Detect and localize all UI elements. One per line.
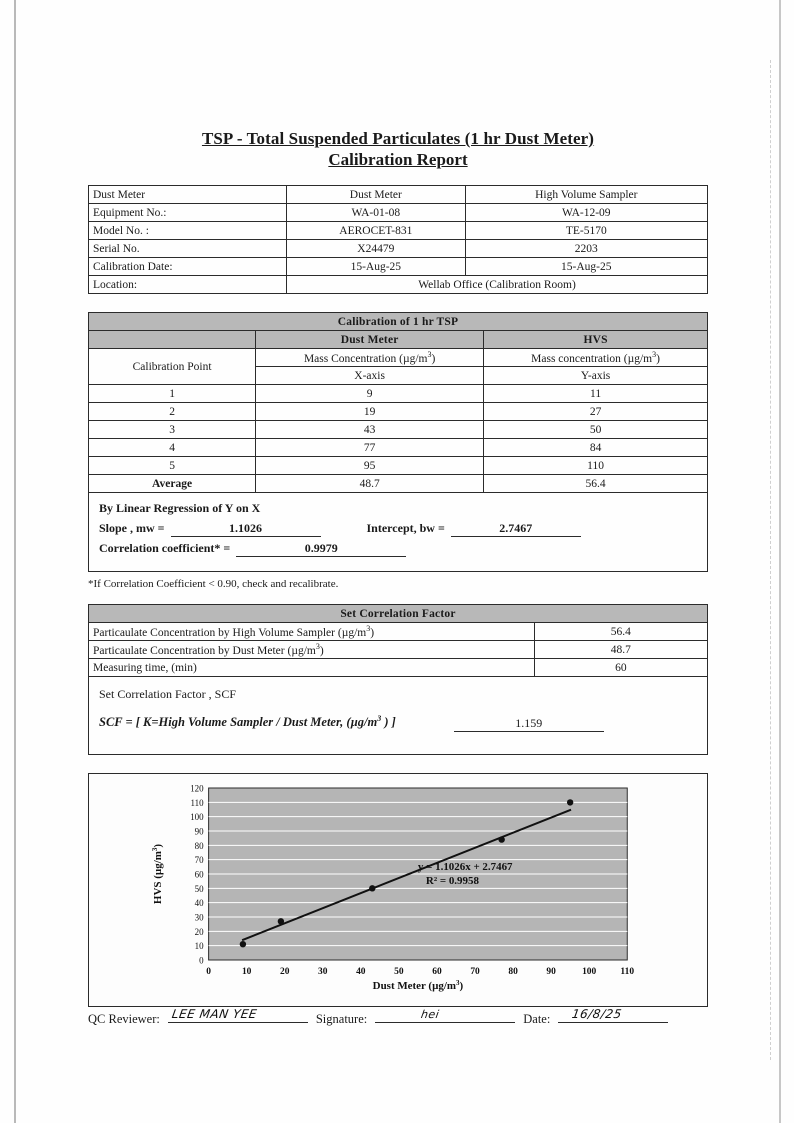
svg-text:110: 110 xyxy=(190,797,204,808)
point-index: 1 xyxy=(89,385,256,403)
svg-text:40: 40 xyxy=(356,966,366,977)
point-y-value: 84 xyxy=(484,439,708,457)
table-row xyxy=(89,331,708,349)
svg-text:30: 30 xyxy=(194,911,204,923)
superscript-3: 3 xyxy=(366,624,371,634)
qc-reviewer-label: QC Reviewer: xyxy=(88,1012,160,1026)
table-row xyxy=(89,475,708,493)
dust-unit-header: Mass Concentration $(\mu g/m^3)$ xyxy=(256,349,484,367)
point-index: 4 xyxy=(89,439,256,457)
scf-formula-row xyxy=(99,714,697,731)
table-row xyxy=(89,641,708,659)
dust-unit-text: Mass Concentration (µg/m xyxy=(303,353,428,366)
calibration-point-header: Calibration Point xyxy=(89,349,256,385)
svg-text:40: 40 xyxy=(194,897,204,908)
scf-formula-text xyxy=(99,714,396,730)
svg-text:90: 90 xyxy=(194,825,204,837)
scf-formula-tail: ) ] xyxy=(381,715,396,730)
scf-label-text: Particaulate Concentration by Dust Meter (µg/m xyxy=(93,645,316,658)
title-line-1: TSP - Total Suspended Particulates (1 hr Dust Meter) xyxy=(201,129,595,148)
point-x-value: 43 xyxy=(256,421,484,439)
scf-row-value: 60 xyxy=(534,659,707,677)
qc-reviewer-value: LEE MAN YEE xyxy=(170,1007,258,1021)
regression-corr-row xyxy=(99,541,697,557)
intercept-value: 2.7467 xyxy=(451,521,581,537)
point-y-value: 110 xyxy=(484,457,708,475)
scf-header: Set Correlation Factor xyxy=(89,605,708,623)
info-col2: WA-12-09 xyxy=(465,204,707,222)
chart-annotation-r2: R² = 0.9958 xyxy=(425,874,479,887)
calibration-table xyxy=(88,312,708,493)
correlation-label: Correlation coefficient* = xyxy=(99,541,231,556)
signature-label: Signature: xyxy=(315,1012,368,1026)
info-col1: AEROCET-831 xyxy=(287,222,466,240)
slope-label: Slope , mw = xyxy=(99,521,165,536)
svg-text:60: 60 xyxy=(432,966,442,977)
calibration-chart xyxy=(88,773,708,1007)
info-col2: 15-Aug-25 xyxy=(465,258,707,276)
info-label: Location: xyxy=(89,276,287,294)
average-label: Average xyxy=(89,475,256,493)
hvs-axis-label: Y-axis xyxy=(484,367,708,385)
svg-text:70: 70 xyxy=(194,854,204,865)
equipment-info-table xyxy=(88,185,708,294)
chart-svg xyxy=(89,774,707,1006)
superscript-3: 3 xyxy=(315,642,320,652)
point-x-value: 77 xyxy=(256,439,484,457)
info-col1: Dust Meter xyxy=(287,186,466,204)
point-x-value: 19 xyxy=(256,403,484,421)
intercept-label: Intercept, bw = xyxy=(366,521,445,536)
regression-box xyxy=(88,493,708,572)
point-x-value: 9 xyxy=(256,385,484,403)
svg-text:10: 10 xyxy=(194,940,204,951)
spacer xyxy=(88,294,708,312)
page-edge-right xyxy=(779,0,781,1123)
hvs-unit-text: Mass concentration (µg/m xyxy=(531,353,653,366)
svg-text:60: 60 xyxy=(194,868,204,880)
svg-text:10: 10 xyxy=(241,966,252,977)
table-row xyxy=(89,222,708,240)
column-header-hvs: HVS xyxy=(484,331,708,349)
superscript-3: 3 xyxy=(652,350,657,360)
chart-y-ticks xyxy=(190,783,204,965)
scf-set-label: Set Correlation Factor , SCF xyxy=(99,687,236,702)
info-col1: X24479 xyxy=(287,240,466,258)
info-col1: 15-Aug-25 xyxy=(287,258,466,276)
scf-row-value: 48.7 xyxy=(534,641,707,659)
document-title xyxy=(88,128,708,171)
superscript-3: 3 xyxy=(377,714,382,724)
info-col2: 2203 xyxy=(465,240,707,258)
info-label: Model No. : xyxy=(89,222,287,240)
table-row xyxy=(89,313,708,331)
page-edge-dotted xyxy=(770,60,772,1060)
svg-text:50: 50 xyxy=(394,966,404,977)
slope-value: 1.1026 xyxy=(171,521,321,537)
svg-text:20: 20 xyxy=(280,966,290,977)
table-row xyxy=(89,349,708,367)
table-row xyxy=(89,258,708,276)
scf-row-label: Particaulate Concentration by High Volume Sampler $(\mu g/m^3)$ xyxy=(89,623,535,641)
page-edge-left xyxy=(14,0,16,1123)
date-value: 16/8/25 xyxy=(571,1007,624,1021)
table-row xyxy=(89,276,708,294)
qc-reviewer-field[interactable] xyxy=(168,1005,308,1023)
svg-text:70: 70 xyxy=(470,966,480,977)
scf-formula-lead: SCF = [ K=High Volume Sampler / Dust Meter, (µg/m xyxy=(99,715,378,730)
table-row xyxy=(89,204,708,222)
table-row xyxy=(89,421,708,439)
table-row xyxy=(89,186,708,204)
average-y-value: 56.4 xyxy=(484,475,708,493)
table-row xyxy=(89,623,708,641)
scf-table xyxy=(88,604,708,677)
scf-label-text: Particaulate Concentration by High Volume Sampler (µg/m xyxy=(93,627,367,640)
document-content xyxy=(88,128,708,1007)
hvs-unit-header: Mass concentration $(\mu g/m^3)$ xyxy=(484,349,708,367)
signoff-row xyxy=(88,1005,708,1027)
table-row xyxy=(89,605,708,623)
signature-value: hei xyxy=(420,1008,441,1021)
svg-text:100: 100 xyxy=(582,966,597,977)
svg-text:80: 80 xyxy=(194,840,204,851)
table-row xyxy=(89,439,708,457)
info-label: Dust Meter xyxy=(89,186,287,204)
svg-text:50: 50 xyxy=(194,883,204,894)
info-location: Wellab Office (Calibration Room) xyxy=(287,276,708,294)
info-label: Calibration Date: xyxy=(89,258,287,276)
dust-axis-label: X-axis xyxy=(256,367,484,385)
chart-x-label: Dust Meter $(\mu g/m^3)$ xyxy=(372,978,464,992)
info-col2: TE-5170 xyxy=(465,222,707,240)
svg-text:90: 90 xyxy=(546,966,556,977)
title-line-2: Calibration Report xyxy=(328,150,468,170)
date-label: Date: xyxy=(523,1012,551,1026)
info-col1: WA-01-08 xyxy=(287,204,466,222)
point-y-value: 11 xyxy=(484,385,708,403)
point-y-value: 27 xyxy=(484,403,708,421)
table-row xyxy=(89,240,708,258)
correlation-value: 0.9979 xyxy=(236,541,406,557)
regression-heading: By Linear Regression of Y on X xyxy=(99,501,261,516)
scf-row-label: Particaulate Concentration by Dust Meter $(\mu g/m^3)$ xyxy=(89,641,535,659)
calibration-blank-cell xyxy=(89,331,256,349)
regression-footnote: *If Correlation Coefficient < 0.90, check and recalibrate. xyxy=(88,578,339,591)
svg-text:80: 80 xyxy=(508,966,518,977)
info-label: Serial No. xyxy=(89,240,287,258)
point-index: 3 xyxy=(89,421,256,439)
point-y-value: 50 xyxy=(484,421,708,439)
scf-value: 1.159 xyxy=(454,716,604,732)
calibration-header: Calibration of 1 hr TSP xyxy=(89,313,708,331)
average-x-value: 48.7 xyxy=(256,475,484,493)
column-header-dust-meter: Dust Meter xyxy=(256,331,484,349)
info-label: Equipment No.: xyxy=(89,204,287,222)
table-row xyxy=(89,457,708,475)
signature-field[interactable] xyxy=(375,1005,515,1023)
table-row xyxy=(89,403,708,421)
svg-text:0: 0 xyxy=(199,954,204,966)
scf-row-value: 56.4 xyxy=(534,623,707,641)
scf-row-label: Measuring time, (min) xyxy=(89,659,535,677)
chart-x-ticks xyxy=(206,966,634,976)
chart-annotation-equation: y = 1.1026x + 2.7467 xyxy=(417,860,513,873)
point-index: 5 xyxy=(89,457,256,475)
superscript-3: 3 xyxy=(427,350,432,360)
table-row xyxy=(89,659,708,677)
svg-text:110: 110 xyxy=(620,966,635,977)
chart-y-label: HVS $(\mu g/m^3)$ xyxy=(150,843,164,904)
scf-formula-box xyxy=(88,677,708,754)
point-x-value: 95 xyxy=(256,457,484,475)
regression-slope-row xyxy=(99,521,697,537)
svg-text:0: 0 xyxy=(206,966,211,977)
svg-text:100: 100 xyxy=(190,811,204,822)
date-field[interactable] xyxy=(558,1005,668,1023)
point-index: 2 xyxy=(89,403,256,421)
svg-text:120: 120 xyxy=(190,782,204,794)
svg-text:20: 20 xyxy=(194,926,204,937)
info-col2: High Volume Sampler xyxy=(465,186,707,204)
svg-text:30: 30 xyxy=(318,966,328,977)
table-row xyxy=(89,385,708,403)
